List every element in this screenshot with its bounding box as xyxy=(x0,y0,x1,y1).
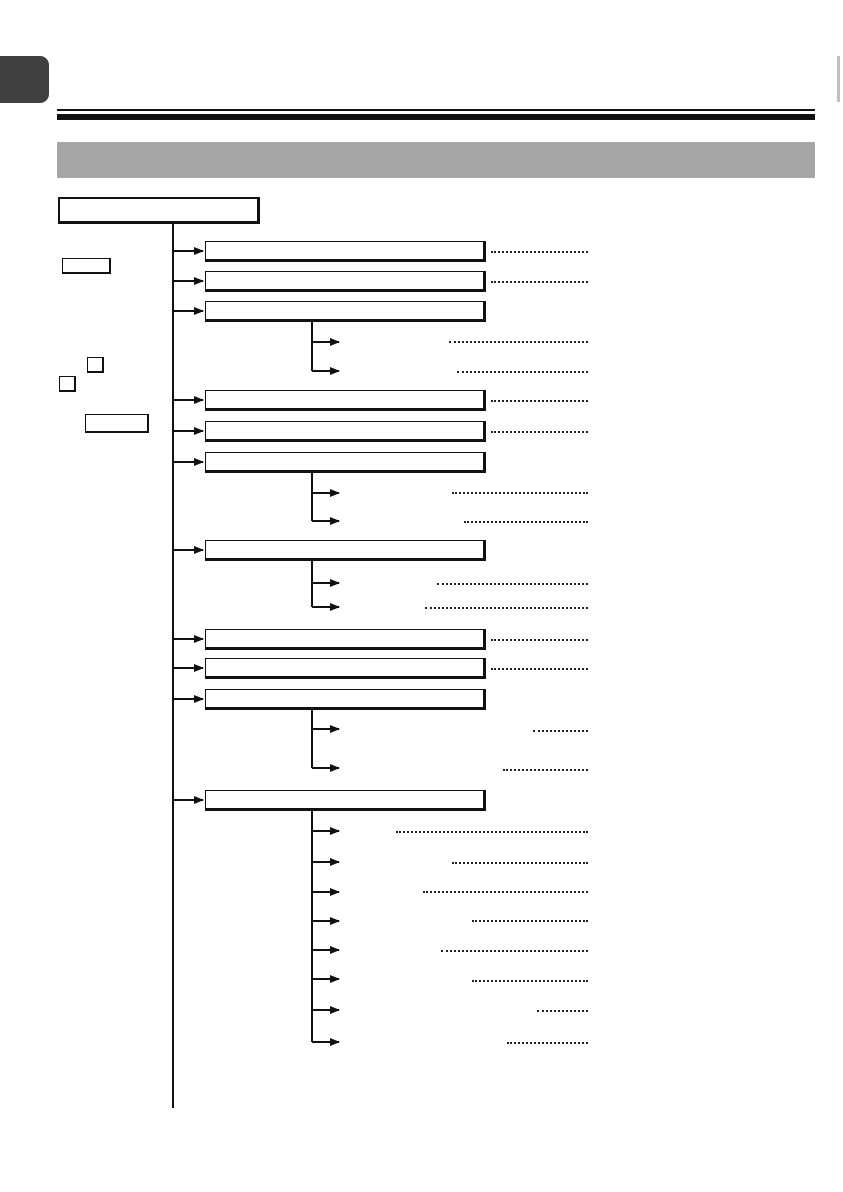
menu-item-7 xyxy=(205,540,486,561)
leader xyxy=(472,980,588,982)
menu-item-5 xyxy=(205,421,486,442)
leader xyxy=(507,1042,588,1044)
leader xyxy=(491,251,588,253)
leader xyxy=(452,492,588,494)
menu-item-4 xyxy=(205,390,486,411)
leader xyxy=(452,862,588,864)
leader xyxy=(425,607,588,609)
leader xyxy=(533,730,588,732)
leader xyxy=(457,371,588,373)
menu-item-9 xyxy=(205,658,486,679)
leader xyxy=(503,769,588,771)
leader xyxy=(491,668,588,670)
leader xyxy=(441,950,588,952)
menu-item-2 xyxy=(205,271,486,292)
leader xyxy=(491,639,588,641)
menu-item-1 xyxy=(205,241,486,262)
menu-item-11 xyxy=(205,790,486,811)
leader xyxy=(449,341,588,343)
leader xyxy=(464,521,588,523)
leader xyxy=(472,920,588,922)
menu-item-3 xyxy=(205,301,486,322)
leader xyxy=(423,891,588,893)
menu-item-8 xyxy=(205,629,486,650)
menu-item-10 xyxy=(205,689,486,710)
leader xyxy=(491,400,588,402)
leader xyxy=(396,831,588,833)
leader xyxy=(491,431,588,433)
menu-item-6 xyxy=(205,452,486,473)
leader xyxy=(437,583,588,585)
leader xyxy=(537,1010,588,1012)
leader xyxy=(491,281,588,283)
